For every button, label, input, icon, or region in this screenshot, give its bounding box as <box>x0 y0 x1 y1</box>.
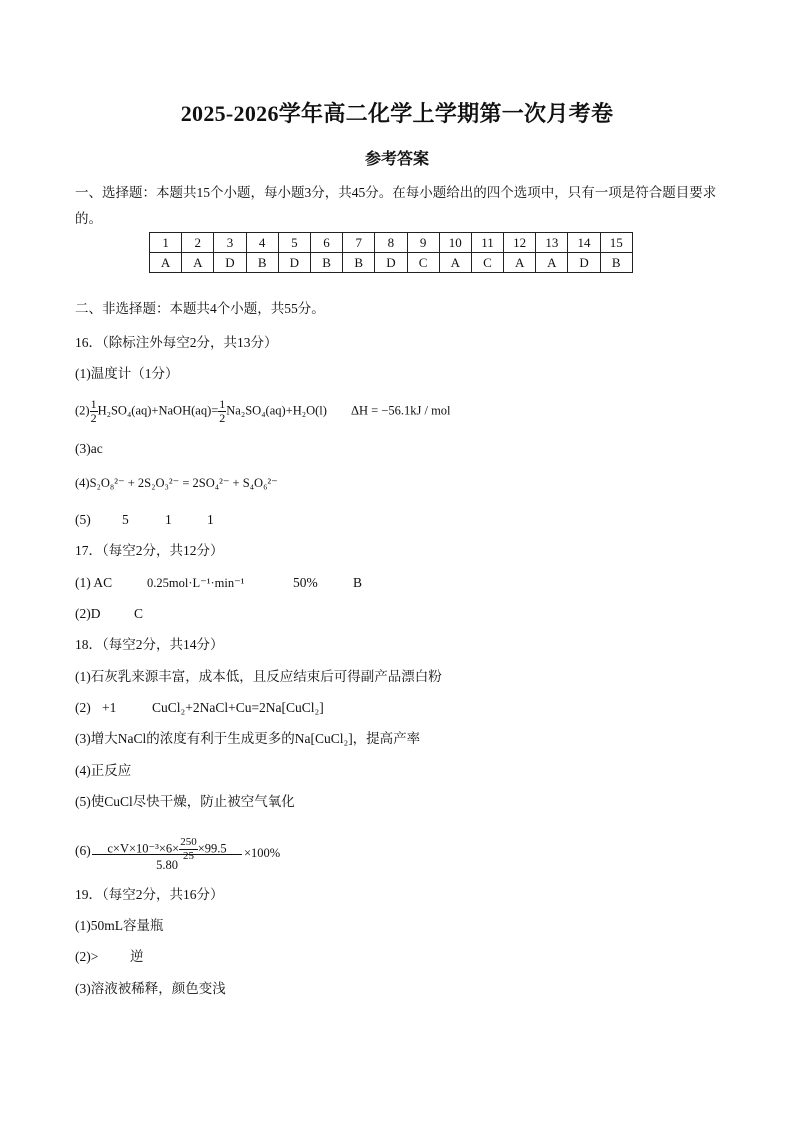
q17-answer-1-choice: B <box>353 575 363 590</box>
q16-answer-3: (3)ac <box>75 441 103 456</box>
answer-table-numbers-row <box>150 233 633 253</box>
answer-cell: C <box>407 253 439 273</box>
q16-answer-2-reactants: H₂SO₄(aq)+NaOH(aq)= <box>97 403 219 418</box>
inner-fraction-denominator: 25 <box>182 850 194 862</box>
q19-header: 19．（每空2分，共16分） <box>75 887 224 902</box>
question-number: 6 <box>310 233 342 253</box>
answer-cell: A <box>536 253 568 273</box>
answer-table-answers-row <box>150 253 633 273</box>
question-number: 10 <box>439 233 471 253</box>
section2-heading: 二、非选择题：本题共4个小题，共55分。 <box>75 301 325 316</box>
q17-answer-2-choice: C <box>134 606 144 621</box>
q19-answer-2-label: (2)> <box>75 949 99 964</box>
page-subtitle: 参考答案 <box>364 151 429 168</box>
formula-tail: ×100% <box>244 846 281 860</box>
q18-answer-2-equation: CuCl₂+2NaCl+Cu=2Na[CuCl₂] <box>152 700 324 715</box>
q16-header: 16．（除标注外每空2分，共13分） <box>75 335 278 350</box>
answer-cell: A <box>150 253 182 273</box>
q16-answer-4: (4)S₂O₈²⁻ + 2S₂O₃²⁻ = 2SO₄²⁻ + S₄O₆²⁻ <box>75 476 278 490</box>
q18-answer-2-label: (2) <box>75 700 91 715</box>
answer-cell: B <box>600 253 632 273</box>
q18-answer-6-label: (6) <box>75 843 91 858</box>
q19-answer-1: (1)50mL容量瓶 <box>75 918 164 933</box>
q18-answer-1: (1)石灰乳来源丰富，成本低，且反应结束后可得副产品漂白粉 <box>75 669 442 684</box>
question-number: 11 <box>471 233 503 253</box>
q17-header: 17．（每空2分，共12分） <box>75 543 224 558</box>
question-number: 4 <box>246 233 278 253</box>
formula-numerator-right: ×99.5 <box>197 841 227 856</box>
fraction-denominator: 2 <box>90 411 97 425</box>
q19-answer-3: (3)溶液被稀释，颜色变浅 <box>75 981 226 996</box>
answer-cell: B <box>310 253 342 273</box>
q18-answer-3: (3)增大NaCl的浓度有利于生成更多的Na[CuCl₂]，提高产率 <box>75 731 421 746</box>
q18-answer-5: (5)使CuCl尽快干燥，防止被空气氧化 <box>75 794 295 809</box>
formula-numerator-left: c×V×10⁻³×6× <box>107 841 180 856</box>
q16-answer-5-label: (5) <box>75 512 91 527</box>
q17-answer-2-label: (2)D <box>75 606 101 621</box>
question-number: 14 <box>568 233 600 253</box>
q16-answer-5-value: 1 <box>207 512 214 527</box>
answer-cell: D <box>375 253 407 273</box>
answer-table <box>149 232 633 273</box>
question-number: 5 <box>278 233 310 253</box>
q18-answer-4: (4)正反应 <box>75 763 132 778</box>
q19-answer-2-value: 逆 <box>130 949 144 964</box>
inner-fraction-numerator: 250 <box>180 836 197 848</box>
q16-answer-5-value: 1 <box>165 512 172 527</box>
answer-cell: C <box>471 253 503 273</box>
q16-answer-2-products: Na₂SO₄(aq)+H₂O(l) <box>226 403 327 418</box>
q16-answer-2 <box>75 398 451 425</box>
answer-cell: D <box>568 253 600 273</box>
q16-answer-5-value: 5 <box>122 512 129 527</box>
fraction-numerator: 1 <box>90 397 97 411</box>
fraction-half <box>90 398 98 425</box>
answer-cell: A <box>439 253 471 273</box>
q17-answer-1-rate: 0.25mol·L⁻¹·min⁻¹ <box>147 576 245 590</box>
q16-answer-2-enthalpy: ΔH = −56.1kJ / mol <box>350 403 451 418</box>
q16-answer-2-label: (2) <box>75 403 90 418</box>
formula-fraction-bar <box>92 854 242 855</box>
formula-denominator: 5.80 <box>156 858 178 872</box>
page-title: 2025-2026学年高二化学上学期第一次月考卷 <box>180 101 614 126</box>
question-number: 2 <box>182 233 214 253</box>
question-number: 1 <box>150 233 182 253</box>
q17-answer-1-percent: 50% <box>293 575 318 590</box>
q18-header: 18．（每空2分，共14分） <box>75 637 224 652</box>
q16-answer-1: (1)温度计（1分） <box>75 366 179 381</box>
answer-cell: A <box>504 253 536 273</box>
q17-answer-1-label: (1) AC <box>75 575 113 590</box>
question-number: 7 <box>343 233 375 253</box>
question-number: 13 <box>536 233 568 253</box>
question-number: 9 <box>407 233 439 253</box>
fraction-denominator: 2 <box>219 411 226 425</box>
answer-cell: D <box>214 253 246 273</box>
section1-heading: 一、选择题：本题共15个小题，每小题3分，共45分。在每小题给出的四个选项中，只有一项是符合题目要求的。 <box>75 185 717 226</box>
fraction-numerator: 1 <box>219 397 226 411</box>
answer-cell: A <box>182 253 214 273</box>
question-number: 15 <box>600 233 632 253</box>
q18-answer-2-value: +1 <box>102 700 117 715</box>
question-number: 12 <box>504 233 536 253</box>
answer-cell: D <box>278 253 310 273</box>
answer-cell: B <box>246 253 278 273</box>
question-number: 3 <box>214 233 246 253</box>
answer-cell: B <box>343 253 375 273</box>
question-number: 8 <box>375 233 407 253</box>
